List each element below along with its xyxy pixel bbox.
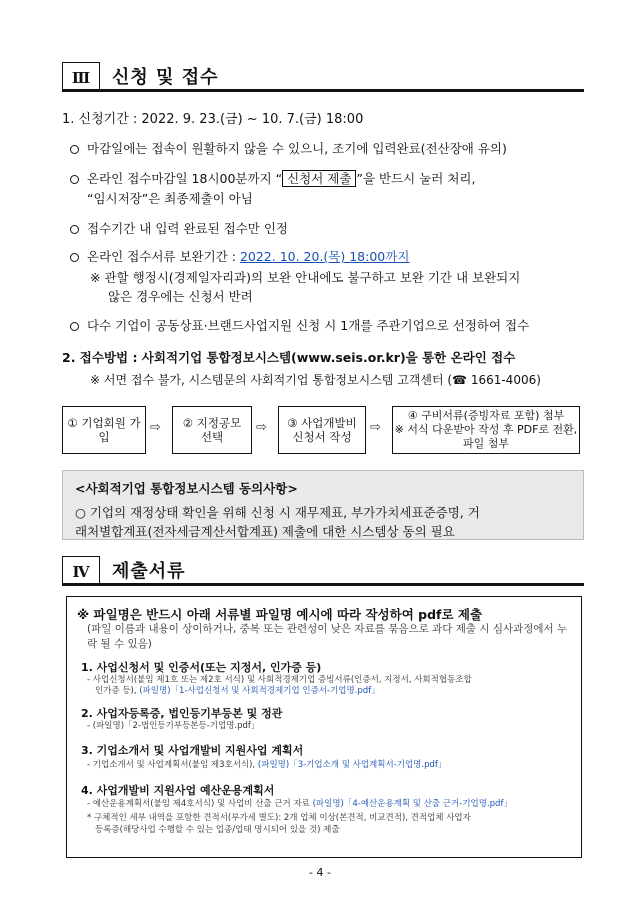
note-line: ※ 관할 행정시(경제일자리과)의 보완 안내에도 불구하고 보완 기간 내 보완되지	[90, 270, 521, 285]
consent-body: ○ 기업의 재정상태 확인을 위해 신청 시 재무제표, 부가가치세표준증명, 거 래처별합계표(전자세금계산서합계표) 제출에 대한 시스템상 동의 필요	[75, 505, 480, 539]
section-number: Ⅲ	[62, 62, 100, 92]
filename-example: (파일명)「1-사업신청서 및 사회적경제기업 인증서-기업명.pdf」	[139, 686, 380, 696]
circle-bullet-icon	[70, 145, 79, 154]
consent-title: <사회적기업 통합정보시스템 동의사항>	[75, 481, 298, 496]
doc-item-detail: 등록증(해당사업 수행할 수 있는 업종/업태 명시되어 있을 것) 제출	[95, 825, 340, 835]
section-header-4	[62, 556, 584, 586]
circle-bullet-icon	[70, 175, 79, 184]
filename-example: (파일명)「3-기업소개 및 사업계획서-기업명.pdf」	[257, 760, 447, 770]
process-step-4: ④ 구비서류(증빙자료 포함) 첨부 ※ 서식 다운받아 작성 후 PDF로 전환, 파일 첨부	[392, 406, 580, 454]
filename-note: ※ 파일명은 반드시 아래 서류별 파일명 예시에 따라 작성하여 pdf로 제출	[77, 607, 483, 622]
bullet-item: 접수기간 내 입력 완료된 접수만 인정	[70, 221, 288, 237]
doc-item-heading: 4. 사업개발비 지원사업 예산운용계획서	[81, 784, 275, 797]
bullet-item: 마감일에는 접속이 원활하지 않을 수 있으니, 조기에 입력완료(전산장애 유의)	[70, 141, 507, 157]
doc-item-heading: 1. 사업신청서 및 인증서(또는 지정서, 인가증 등)	[81, 661, 322, 674]
bullet-item: 온라인 접수마감일 18시00분까지 “ 신청서 제출 ”을 반드시 눌러 처리,	[70, 171, 475, 187]
doc-item-detail: * 구체적인 세부 내역을 포함한 견적서(부가세 별도): 2개 업체 이상(본견적, 비교견적), 견적업체 사업자	[87, 813, 471, 823]
period-heading: 1. 신청기간 : 2022. 9. 23.(금) ~ 10. 7.(금) 18:00	[62, 112, 364, 127]
note-line: 않은 경우에는 신청서 반려	[108, 289, 253, 304]
section-header-3	[62, 62, 584, 92]
circle-bullet-icon	[70, 322, 79, 331]
section-number: Ⅳ	[62, 556, 100, 586]
page-number: - 4 -	[309, 866, 331, 879]
arrow-right-icon: ⇨	[150, 420, 161, 435]
filename-example: (파일명)「4-예산운용계획 및 산출 근거-기업명.pdf」	[312, 799, 512, 809]
bullet-continuation: “임시저장”은 최종제출이 아님	[87, 191, 253, 206]
doc-item-heading: 3. 기업소개서 및 사업개발비 지원사업 계획서	[81, 744, 304, 757]
process-step-2: ② 지정공모 선택	[172, 406, 252, 454]
method-heading: 2. 접수방법 : 사회적기업 통합정보시스템(www.seis.or.kr)을 통한 온라인 접수	[62, 350, 516, 365]
circle-bullet-icon	[70, 253, 79, 262]
doc-item-detail: 인가증 등), (파일명)「1-사업신청서 및 사회적경제기업 인증서-기업명.pdf」	[95, 686, 380, 696]
consent-box	[62, 470, 584, 540]
supplement-deadline: 2022. 10. 20.(목) 18:00까지	[239, 249, 410, 264]
doc-item-heading: 2. 사업자등록증, 법인등기부등본 및 정관	[81, 707, 283, 720]
doc-item-detail: - 사업신청서(붙임 제1호 또는 제2호 서식) 및 사회적경제기업 증빙서류(인증서, 지정서, 사회적협동조합	[87, 675, 472, 685]
bullet-item: 온라인 접수서류 보완기간 : 2022. 10. 20.(목) 18:00까지	[70, 249, 409, 265]
filename-note-detail: (파일 이름과 내용이 상이하거나, 중복 또는 관련성이 낮은 자료를 묶음으로 과다 제출 시 심사과정에서 누락 될 수 있음)	[87, 623, 568, 650]
filename-example: - (파일명)「2-법인등기부등본등-기업명.pdf」	[87, 721, 260, 731]
section-title: 제출서류	[112, 560, 186, 582]
arrow-right-icon: ⇨	[256, 420, 267, 435]
doc-item-detail: - 예산운용계획서(붙임 제4호서식) 및 사업비 산출 근거 자료 (파일명)「4-예산운용계획 및 산출 근거-기업명.pdf」	[87, 799, 512, 809]
arrow-right-icon: ⇨	[370, 420, 381, 435]
process-step-1: ① 기업회원 가입	[62, 406, 146, 454]
doc-item-detail: - 기업소개서 및 사업계획서(붙임 제3호서식), (파일명)「3-기업소개 및 사업계획서-기업명.pdf」	[87, 760, 447, 770]
method-note: ※ 서면 접수 불가, 시스템문의 사회적기업 통합정보시스템 고객센터 (☎ 1661-4006)	[90, 373, 541, 387]
process-step-3: ③ 사업개발비 신청서 작성	[278, 406, 366, 454]
bullet-item: 다수 기업이 공동상표·브랜드사업지원 신청 시 1개를 주관기업으로 선정하여 접수	[70, 318, 529, 334]
section-title: 신청 및 접수	[112, 66, 219, 88]
circle-bullet-icon	[70, 225, 79, 234]
documents-box	[66, 596, 582, 858]
submit-label-box: 신청서 제출	[282, 170, 356, 187]
